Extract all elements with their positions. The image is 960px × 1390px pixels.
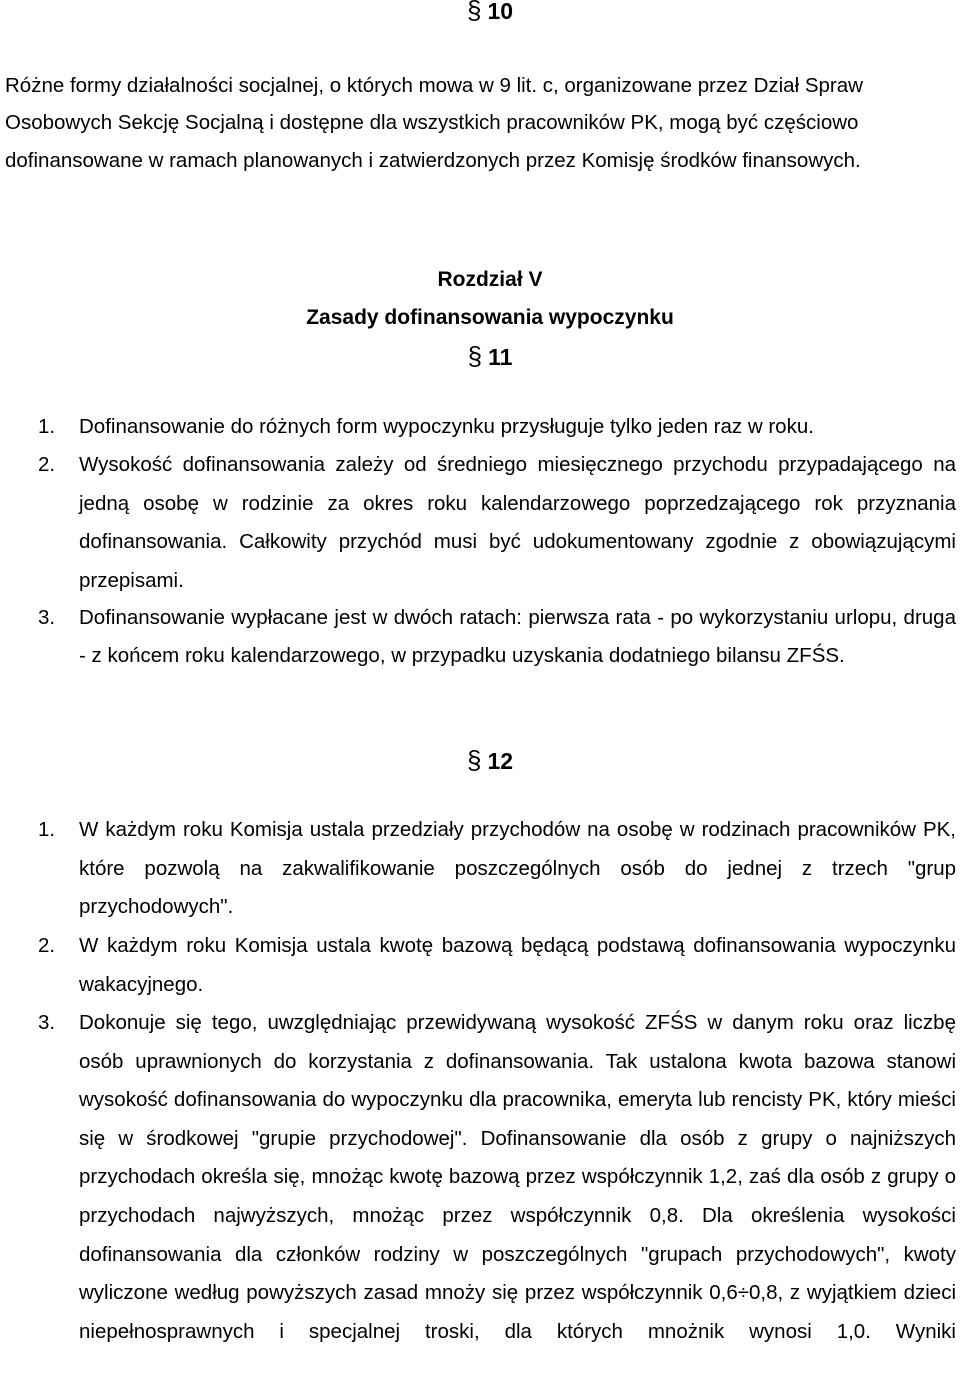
item-number: 1.: [38, 818, 56, 841]
item-number: 3.: [38, 606, 56, 629]
chapter-title: Rozdział V: [437, 268, 543, 291]
section-heading-10: [0, 0, 960, 24]
item-text: W każdym roku Komisja ustala przedziały przychodów na osobę w rodzinach pracowników PK, które pozwolą na zakwalifikowanie poszczególnych osób do jednej z trzech "grup przychodowych".: [79, 818, 956, 918]
item-text: Dokonuje się tego, uwzględniając przewidywaną wysokość ZFŚS w danym roku oraz liczbę osób uprawnionych do korzystania z dofinansowania. Tak ustalona kwota bazowa stanowi wysokość dofinansowania do wypoczynku dla pracownika, emeryta lub rencisty PK, który mieści się w środkowej "grupie przychodowej". Dofinansowanie dla osób z grupy o najniższych przychodach określa się, mnożąc kwotę bazową przez współczynnik 1,2, zaś dla osób z grupy o przychodach najwyższych, mnożąc przez współczynnik 0,8. Dla określenia wysokości dofinansowania dla członków rodziny w poszczególnych "grupach przychodowych", kwoty wyliczone według powyższych zasad mnoży się przez współczynnik 0,6÷0,8, z wyjątkiem dzieci niepełnosprawnych i specjalnej troski, dla których mnożnik wynosi 1,0. Wyniki: [79, 1011, 956, 1343]
section-symbol: §: [467, 341, 483, 371]
item-number: 2.: [38, 453, 56, 476]
section-symbol: §: [466, 745, 482, 775]
section-heading-12: [0, 747, 960, 774]
item-text: Wysokość dofinansowania zależy od średniego miesięcznego przychodu przypadającego na jedną osobę w rodzinie za okres roku kalendarzowego poprzedzającego rok przyznania dofinansowania. Całkowity przychód musi być udokumentowany zgodnie z obowiązującymi przepisami.: [79, 453, 956, 592]
chapter-subtitle: Zasady dofinansowania wypoczynku: [306, 306, 674, 329]
section-heading-11: [0, 343, 960, 370]
section12-item-2: [38, 927, 956, 1004]
section12-item-1: [38, 811, 956, 927]
section-number: 11: [488, 344, 513, 370]
item-text: W każdym roku Komisja ustala kwotę bazową będącą podstawą dofinansowania wypoczynku wakacyjnego.: [79, 934, 956, 996]
item-number: 3.: [38, 1011, 56, 1034]
item-text: Dofinansowanie do różnych form wypoczynku przysługuje tylko jeden raz w roku.: [79, 415, 814, 438]
section11-item-1: [38, 410, 956, 443]
section11-item-3: [38, 599, 956, 674]
section12-item-3: [38, 1004, 956, 1390]
intro-paragraph: Różne formy działalności socjalnej, o których mowa w 9 lit. c, organizowane przez Dział Spraw Osobowych Sekcję Socjalną i dostępne dla wszystkich pracowników PK, mogą być częściowo dofinansowane w ramach planowanych i zatwierdzonych przez Komisję środków finansowych.: [5, 74, 863, 172]
section-number: 12: [487, 748, 514, 774]
section-number: 10: [487, 0, 514, 24]
section-symbol: §: [466, 0, 482, 25]
section11-item-2: [38, 446, 956, 600]
item-text: Dofinansowanie wypłacane jest w dwóch ratach: pierwsza rata - po wykorzystaniu urlopu, druga - z końcem roku kalendarzowego, w przypadku uzyskania dodatniego bilansu ZFŚS.: [79, 606, 956, 667]
item-number: 2.: [38, 934, 56, 957]
item-number: 1.: [38, 415, 56, 438]
